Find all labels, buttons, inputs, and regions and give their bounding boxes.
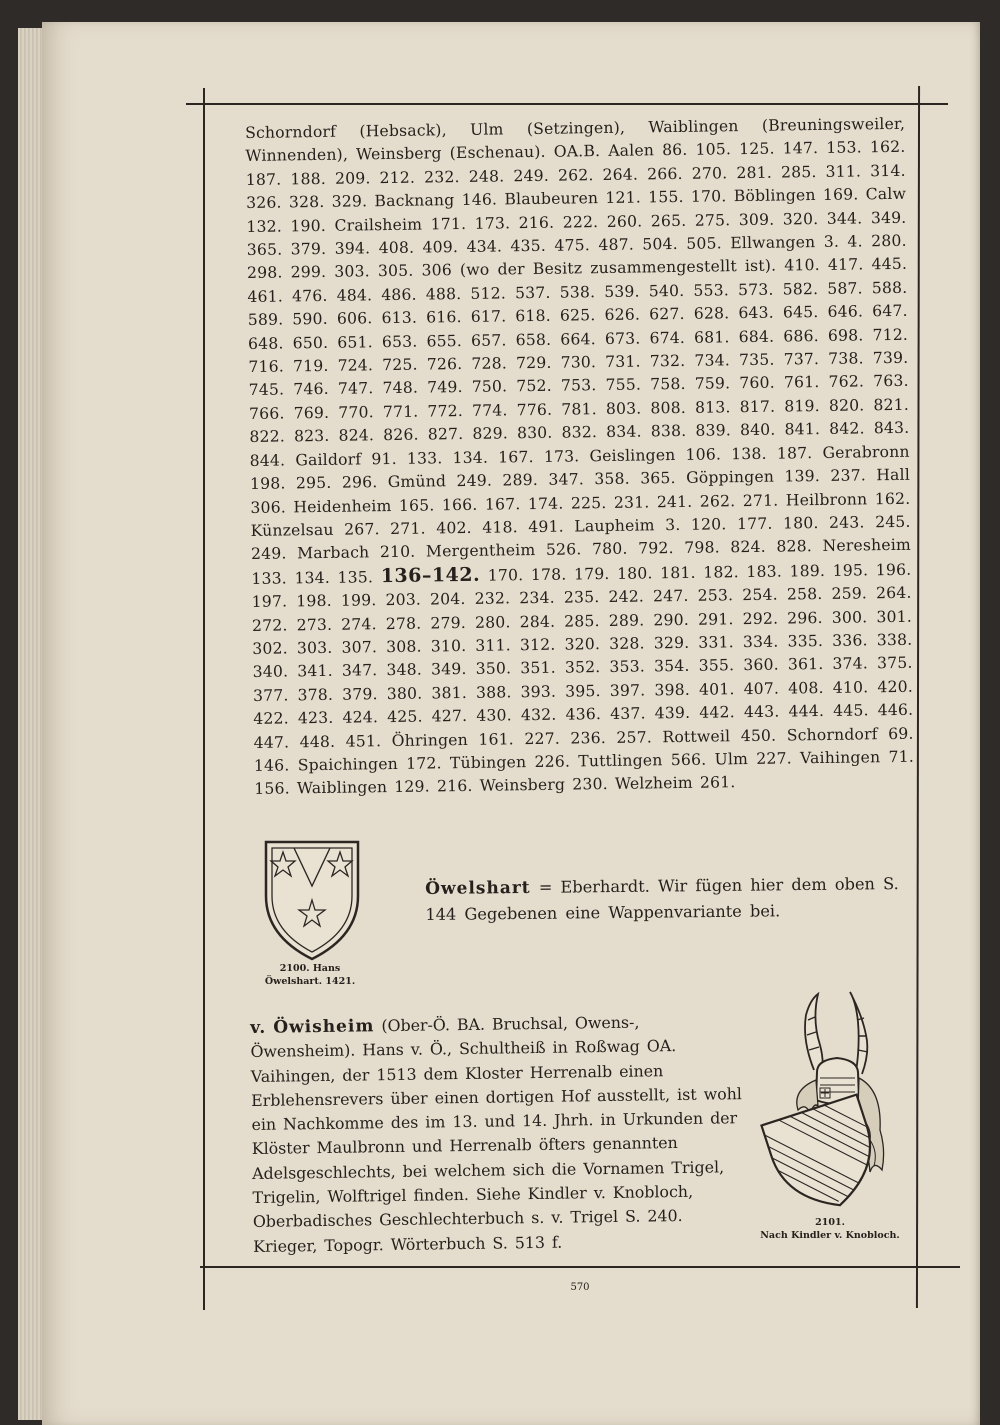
entry-body: (Ober-Ö. BA. Bruchsal, Owens-, Öwensheim). Hans v. Ö., Schultheiß in Roßwag OA. Vaihingen, der 1513 dem Kloster Herrenalb einen Erblehensrevers über einen dortigen Hof ausstellt, ist wohl ein Nachkomme des im 13. und 14. Jhrh. in Urkunden der Klöster Maulbronn und Herrenalb öfters genannten Adelsgeschlechts, bei welchem sich die Vornamen Trigel, Trigelin, Wolftrigel finden. Siehe Kindler v. Knobloch, Oberbadisches Geschlechterbuch s. v. Trigel S. 240. Krieger, Topogr. Wörterbuch S. 513 f. <box>250 1012 743 1256</box>
headword: Öwisheim <box>273 1016 375 1038</box>
caption-line: 2101. <box>815 1217 845 1228</box>
figure-caption-2101 <box>740 1216 920 1242</box>
register-text-part2: 170. 178. 179. 180. 181. 182. 183. 189. 195. 196. 197. 198. 199. 203. 204. 232. 234. 235. 242. 247. 253. 254. 258. 259. 264. 272. 273. 274. 278. 279. 280. 284. 285. 289. 290. 291. 292. 296. 300. 301. 302. 303. 307. 308. 310. 311. 312. 320. 328. 329. 331. 334. 335. 336. 338. 340. 341. 347. 348. 349. 350. 351. 352. 353. 354. 355. 360. 361. 374. 375. 377. 378. 379. 380. 381. 388. 393. 395. 397. 398. 401. 407. 408. 410. 420. 422. 423. 424. 425. 427. 430. 432. 436. 437. 439. 442. 443. 444. 445. 446. 447. 448. 451. Öhringen 161. 227. 236. 257. Rottweil 450. Schorndorf 69. 146. Spaichingen 172. Tübingen 226. Tuttlingen 566. Ulm 227. Vaihingen 71. 156. Waiblingen 129. 216. Weinsberg 230. Welzheim 261. <box>251 560 915 799</box>
caption-line: Nach Kindler v. Knobloch. <box>760 1230 900 1241</box>
page-number: 570 <box>570 1282 590 1293</box>
coat-of-arms-owelshart <box>262 838 362 963</box>
caption-line: 2100. Hans <box>279 963 341 974</box>
bottom-rule <box>200 1266 960 1268</box>
caption-line: Öwelshart. 1421. <box>264 976 356 987</box>
entry-owisheim <box>250 1009 748 1259</box>
top-rule <box>186 103 948 105</box>
figure-caption-2100 <box>255 962 365 988</box>
entry-body: = Eberhardt. Wir fügen hier dem oben S. 144 Gegebenen eine Wappenvariante bei. <box>425 874 899 924</box>
headword: Öwelshart <box>425 877 531 899</box>
coat-of-arms-owisheim <box>762 990 912 1210</box>
register-text-part1: Schorndorf (Hebsack), Ulm (Setzingen), Waiblingen (Breuningsweiler, Winnenden), Weinsberg (Eschenau). OA.B. Aalen 86. 105. 125. 147. 153. 162. 187. 188. 209. 212. 232. 248. 249. 262. 264. 266. 270. 281. 285. 311. 314. 326. 328. 329. Backnang 146. Blaubeuren 121. 155. 170. Böblingen 169. Calw 132. 190. Crailsheim 171. 173. 216. 222. 260. 265. 275. 309. 320. 344. 349. 365. 379. 394. 408. 409. 434. 435. 475. 487. 504. 505. Ellwangen 3. 4. 280. 298. 299. 303. 305. 306 (wo der Besitz zusammengestellt ist). 410. 417. 445. 461. 476. 484. 486. 488. 512. 537. 538. 539. 540. 553. 573. 582. 587. 588. 589. 590. 606. 613. 616. 617. 618. 625. 626. 627. 628. 643. 645. 646. 647. 648. 650. 651. 653. 655. 657. 658. 664. 673. 674. 681. 684. 686. 698. 712. 716. 719. 724. 725. 726. 728. 729. 730. 731. 732. 734. 735. 737. 738. 739. 745. 746. 747. 748. 749. 750. 752. 753. 755. 758. 759. 760. 761. 762. 763. 766. 769. 770. 771. 772. 774. 776. 781. 803. 808. 813. 817. 819. 820. 821. 822. 823. 824. 826. 827. 829. 830. 832. 834. 838. 839. 840. 841. 842. 843. 844. Gaildorf 91. 133. 134. 167. 173. Geislingen 106. 138. 187. Gerabronn 198. 295. 296. Gmünd 249. 289. 347. 358. 365. Göppingen 139. 237. Hall 306. Heidenheim 165. 166. 167. 174. 225. 231. 241. 262. 271. Heilbronn 162. Künzelsau 267. 271. 402. 418. 491. Laupheim 3. 120. 177. 180. 243. 245. 249. Marbach 210. Mergentheim 526. 780. 792. 798. 824. 828. Neresheim 133. 134. 135. <box>245 114 912 588</box>
entry-owelshart <box>425 871 904 927</box>
register-text <box>245 113 914 802</box>
register-bold-range: 136–142. <box>380 563 481 587</box>
left-rule <box>203 88 205 1310</box>
headword-prefix: v. <box>250 1017 267 1038</box>
